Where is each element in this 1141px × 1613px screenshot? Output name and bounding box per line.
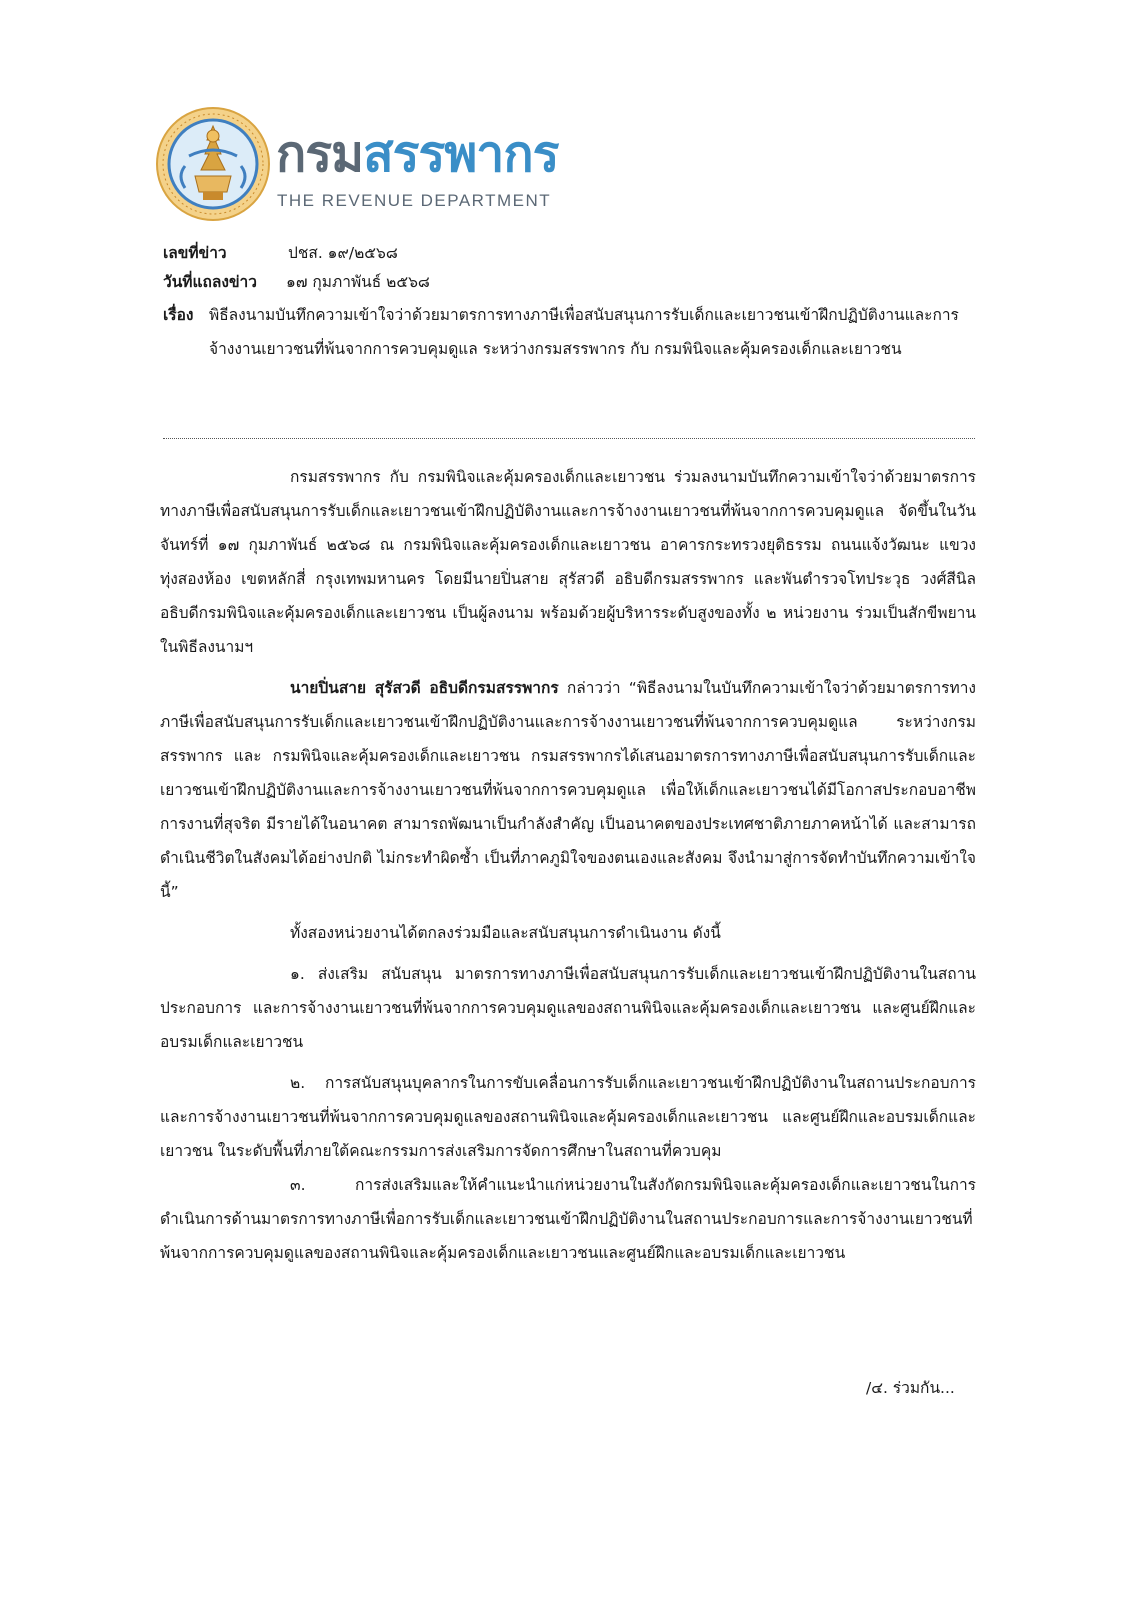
subject-row: [163, 298, 993, 366]
revenue-department-seal-icon: [155, 106, 271, 222]
subject-value: พิธีลงนามบันทึกความเข้าใจว่าด้วยมาตรการทางภาษีเพื่อสนับสนุนการรับเด็กและเยาวชนเข้าฝึกปฏิบัติงานและการจ้างงานเยาวชนที่พ้นจากการควบคุมดูแล ระหว่างกรมสรรพากร กับ กรมพินิจและคุ้มครองเด็กและเยาวชน: [209, 306, 959, 358]
agreement-item-3: ๓. การส่งเสริมและให้คำแนะนำแก่หน่วยงานในสังกัดกรมพินิจและคุ้มครองเด็กและเยาวชนในการดำเนินการด้านมาตรการทางภาษีเพื่อการรับเด็กและเยาวชนเข้าฝึกปฏิบัติงานในสถานประกอบการและการจ้างงานเยาวชนที่พ้นจากการควบคุมดูแลของสถานพินิจและคุ้มครองเด็กและเยาวชนและศูนย์ฝึกและอบรมเด็กและเยาวชน: [160, 1176, 976, 1262]
dotted-divider: [163, 438, 975, 439]
news-meta-block: [163, 240, 993, 366]
director-name: นายปิ่นสาย สุรัสวดี อธิบดีกรมสรรพากร: [290, 679, 559, 697]
logo-english-wordmark: THE REVENUE DEPARTMENT: [277, 191, 552, 210]
press-date-row: [163, 269, 993, 296]
press-release-body: [160, 460, 976, 1277]
press-date-value: ๑๗ กุมภาพันธ์ ๒๕๖๘: [286, 273, 430, 291]
agreement-item-2: ๒. การสนับสนุนบุคลากรในการขับเคลื่อนการรับเด็กและเยาวชนเข้าฝึกปฏิบัติงานในสถานประกอบการ และการจ้างงานเยาวชนที่พ้นจากการควบคุมดูแลของสถานพินิจและคุ้มครองเด็กและเยาวชน และศูนย์ฝึกและอบรมเด็กและเยาวชน ในระดับพื้นที่ภายใต้คณะกรรมการส่งเสริมการจัดการศึกษาในสถานที่ควบคุม: [160, 1074, 976, 1160]
paragraph-director-quote: [160, 671, 976, 909]
paragraph-intro: กรมสรรพากร กับ กรมพินิจและคุ้มครองเด็กและเยาวชน ร่วมลงนามบันทึกความเข้าใจว่าด้วยมาตรการทางภาษีเพื่อสนับสนุนการรับเด็กและเยาวชนเข้าฝึกปฏิบัติงานและการจ้างงานเยาวชนที่พ้นจากการควบคุมดูแล จัดขึ้นในวันจันทร์ที่ ๑๗ กุมภาพันธ์ ๒๕๖๘ ณ กรมพินิจและคุ้มครองเด็กและเยาวชน อาคารกระทรวงยุติธรรม ถนนแจ้งวัฒนะ แขวงทุ่งสองห้อง เขตหลักสี่ กรุงเทพมหานคร โดยมีนายปิ่นสาย สุรัสวดี อธิบดีกรมสรรพากร และพันตำรวจโทประวุธ วงศ์สีนิล อธิบดีกรมพินิจและคุ้มครองเด็กและเยาวชน เป็นผู้ลงนาม พร้อมด้วยผู้บริหารระดับสูงของทั้ง ๒ หน่วยงาน ร่วมเป็นสักขีพยานในพิธีลงนามฯ: [160, 468, 976, 656]
quote-text: กล่าวว่า “พิธีลงนามในบันทึกความเข้าใจว่าด้วยมาตรการทางภาษีเพื่อสนับสนุนการรับเด็กและเยาวชนเข้าฝึกปฏิบัติงานและการจ้างงานเยาวชนที่พ้นจากการควบคุมดูแล ระหว่างกรมสรรพากร และ กรมพินิจและคุ้มครองเด็กและเยาวชน กรมสรรพากรได้เสนอมาตรการทางภาษีเพื่อสนับสนุนการรับเด็กและเยาวชนเข้าฝึกปฏิบัติงานและการจ้างงานเยาวชนที่พ้นจากการควบคุมดูแล เพื่อให้เด็กและเยาวชนได้มีโอกาสประกอบอาชีพการงานที่สุจริต มีรายได้ในอนาคต สามารถพัฒนาเป็นกำลังสำคัญ เป็นอนาคตของประเทศชาติภายภาคหน้าได้ และสามารถดำเนินชีวิตในสังคมได้อย่างปกติ ไม่กระทำผิดซ้ำ เป็นที่ภาคภูมิใจของตนเองและสังคม จึงนำมาสู่การจัดทำบันทึกความเข้าใจนี้”: [160, 679, 976, 901]
paragraph-agreement-intro: ทั้งสองหน่วยงานได้ตกลงร่วมมือและสนับสนุนการดำเนินงาน ดังนี้: [290, 924, 721, 942]
revenue-department-logo: [155, 106, 595, 224]
subject-label: เรื่อง: [163, 306, 194, 324]
agreement-item-1: ๑. ส่งเสริม สนับสนุน มาตรการทางภาษีเพื่อสนับสนุนการรับเด็กและเยาวชนเข้าฝึกปฏิบัติงานในสถานประกอบการ และการจ้างงานเยาวชนที่พ้นจากการควบคุมดูแลของสถานพินิจและคุ้มครองเด็กและเยาวชน และศูนย์ฝึกและอบรมเด็กและเยาวชน: [160, 965, 976, 1051]
logo-thai-wordmark: กรมสรรพากร: [276, 125, 559, 183]
continued-next-page: /๔. ร่วมกัน...: [866, 1379, 955, 1397]
news-number-label: เลขที่ข่าว: [163, 244, 227, 262]
news-number-row: [163, 240, 993, 267]
press-date-label: วันที่แถลงข่าว: [163, 273, 257, 291]
news-number-value: ปชส. ๑๙/๒๕๖๘: [288, 244, 398, 262]
